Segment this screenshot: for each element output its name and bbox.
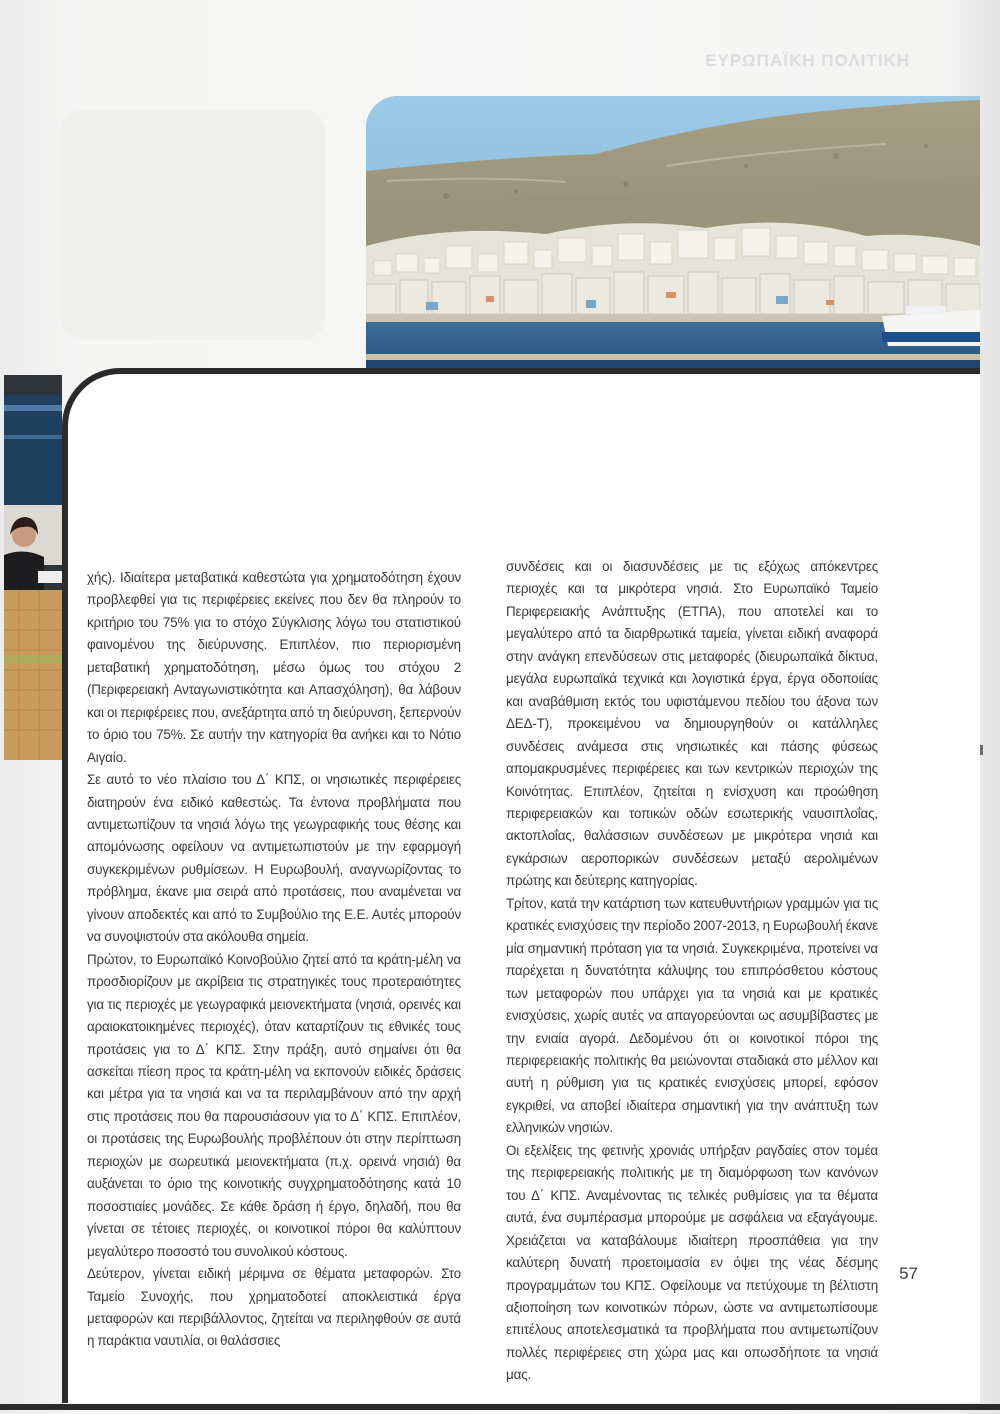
page-number: 57	[899, 1264, 918, 1283]
paragraph: συνδέσεις και οι διασυνδέσεις με τις εξόχως απόκεντρες περιοχές και τα μικρότερα νησιά. Στο Ευρωπαϊκό Ταμείο Περιφερειακής Ανάπτυξης (ΕΤΠΑ), που αποτελεί και το μεγαλύτερο από τα διαρθρωτικά ταμεία, γίνεται ειδική αναφορά στην ανάγκη επενδύσεων στις μεταφορές (διευρωπαϊκά δίκτυα, μεγάλα ευρωπαϊκά τεχνικά και λογιστικά έργα, έργα οδοποιίας και αναβάθμιση εκτός του υφιστάμενου πεδίου του άξονα των ΔΕΔ-Τ), προκειμένου να δημιουργηθούν οι κατάλληλες συνδέσεις ανάμεσα στις νησιωτικές και πάσης φύσεως απομακρυσμένες περιφέρειες και των κεντρικών περιοχών της Κοινότητας. Επιπλέον, ζητείται η ενίσχυση και προώθηση περιφερειακών και τοπικών οδών εσωτερικής ναυσιπλοΐας, ακτοπλοΐας, θαλάσσιων συνδέσεων με μικρότερα νησιά και εγκάρσιων αεροπορικών συνδέσεων μεταξύ αερολιμένων πρώτης και δεύτερης κατηγορίας.	[506, 559, 878, 889]
faded-background-box	[60, 110, 325, 340]
scan-artifact	[980, 745, 983, 755]
section-header: ΕΥΡΩΠΑΪΚΗ ΠΟΛΙΤΙΚΗ	[705, 51, 910, 70]
scan-bottom-border	[0, 1404, 1000, 1410]
paragraph: Τρίτον, κατά την κατάρτιση των κατευθυντήριων γραμμών για τις κρατικές ενισχύσεις την περίοδο 2007-2013, η Ευρωβουλή έκανε μία σημαντική πρόταση για τα νησιά. Συγκεκριμένα, προτείνει να παρέχεται η δυνατότητα κάλυψης του επιπρόσθετου κόστους των μεταφορών που υπάρχει για τα νησιά και με κρατικές ενισχύσεις, χωρίς αυτές να απαγορεύονται ως ασυμβίβαστες με την ενιαία αγορά. Δεδομένου ότι οι κοινοτικοί πόροι της περιφερειακής πολιτικής θα μειώνονται σταδιακά στο μέλλον και αυτή η ρύθμιση για τις κρατικές ενισχύσεις μπορεί, εφόσον εγκριθεί, να αποβεί ιδιαίτερα σημαντική για την ανάπτυξη των ελληνικών νησιών.	[506, 895, 878, 1136]
paragraph: Πρώτον, το Ευρωπαϊκό Κοινοβούλιο ζητεί από τα κράτη-μέλη να προσδιορίζουν με ακρίβεια τις στρατηγικές τους προτεραιότητες για τις περιοχές με γεωγραφικά μειονεκτήματα (νησιά, ορεινές και αραιοκατοικημένες περιοχές), όταν καταρτίζουν τις εθνικές τους προτάσεις για το Δ΄ ΚΠΣ. Στην πράξη, αυτό σημαίνει ότι θα ασκείται πίεση προς τα κράτη-μέλη να εκπονούν ειδικές δράσεις και μέτρα για τα νησιά και να τα περιλαμβάνουν από την αρχή στις προτάσεις που θα παρουσιάσουν για το Δ΄ ΚΠΣ. Επιπλέον, οι προτάσεις της Ευρωβουλής προβλέπουν ότι στην περίπτωση περιοχών με σωρευτικά μειονεκτήματα (π.χ. ορεινά νησιά) θα αυξάνεται το όριο της κοινοτικής συγχρηματοδότησης κατά 10 ποσοστιαίες μονάδες. Σε κάθε δράση ή έργο, δηλαδή, που θα γίνεται σε τέτοιες περιοχές, οι κοινοτικοί πόροι θα καλύπτουν μεγαλύτερο ποσοστό του συνολικού κόστους.	[87, 951, 461, 1259]
paragraph: χής). Ιδιαίτερα μεταβατικά καθεστώτα για χρηματοδότηση έχουν προβλεφθεί για τις περιφέρειες εκείνες που δεν θα πληρούν το κριτήριο του 75% για το στόχο Σύγκλισης λόγω του στατιστικού φαινομένου της διεύρυνσης. Επιπλέον, πιο περιορισμένη μεταβατική χρηματοδότηση, μέσω όμως του στόχου 2 (Περιφερειακή Ανταγωνιστικότητα και Απασχόληση), θα λάβουν και οι περιφέρειες που, ανεξάρτητα από τη διεύρυνση, ξεπερνούν το όριο του 75%. Σε αυτήν την κατηγορία θα ανήκει και το Νότιο Αιγαίο.	[87, 570, 461, 765]
article-left-column	[87, 567, 461, 1353]
paragraph: Σε αυτό το νέο πλαίσιο του Δ΄ ΚΠΣ, οι νησιωτικές περιφέρειες διατηρούν ένα ειδικό καθεστώς. Τα έντονα προβλήματα που αντιμετωπίζουν τα νησιά λόγω της γεωγραφικής τους θέσης και απομόνωσης οφείλουν να αντιμετωπιστούν με την εφαρμογή συγκεκριμένων ρυθμίσεων. Η Ευρωβουλή, αναγνωρίζοντας το πρόβλημα, έκανε μια σειρά από προτάσεις, που αναμένεται να γίνουν αποδεκτές και από το Συμβούλιο της Ε.Ε. Αυτές μπορούν να συνοψιστούν στα ακόλουθα σημεία.	[87, 772, 461, 945]
paragraph: Δεύτερον, γίνεται ειδική μέριμνα σε θέματα μεταφορών. Στο Ταμείο Συνοχής, που χρηματοδοτεί αποκλειστικά έργα μεταφορών και περιβάλλοντος, ζητείται να περιληφθούν σε αυτά η παράκτια ναυτιλία, οι θαλάσσιες	[87, 1266, 461, 1349]
conference-speaker-photo	[4, 375, 62, 760]
paragraph: Οι εξελίξεις της φετινής χρονιάς υπήρξαν ραγδαίες στον τομέα της περιφερειακής πολιτικής με τη διαμόρφωση των κανόνων του Δ΄ ΚΠΣ. Αναμένοντας τις τελικές ρυθμίσεις για τα θέματα αυτά, ένα συμπέρασμα μπορούμε με ασφάλεια να εξαγάγουμε. Χρειάζεται να καταβάλουμε ιδιαίτερη προσπάθεια για την καλύτερη δυνατή προετοιμασία εν όψει της νέας δέσμης προγραμμάτων του ΚΠΣ. Οφείλουμε να πετύχουμε τη βέλτιστη αξιοποίηση των κοινοτικών πόρων, ώστε να αντιμετωπίσουμε επιτέλους αποτελεσματικά τα προβλήματα που αντιμετωπίζουν πολλές περιφέρειες στη χώρα μας και οπωσδήποτε τα νησιά μας.	[506, 1142, 878, 1383]
article-right-column	[506, 556, 878, 1387]
harbour-town-photo	[366, 96, 980, 370]
